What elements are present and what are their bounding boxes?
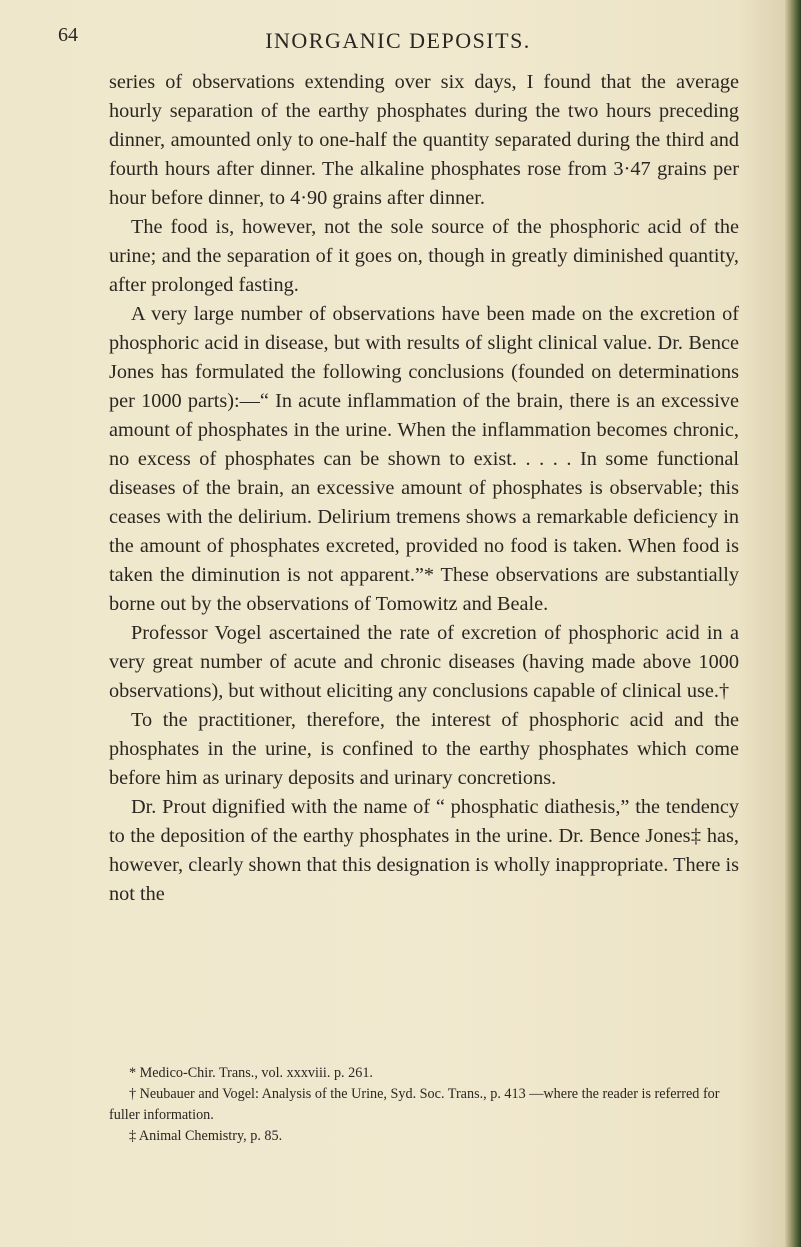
paragraph: Dr. Prout dignified with the name of “ phosphatic diathesis,” the tendency to the deposition of the earthy phosphates in the urine. Dr. Bence Jones‡ has, however, clearly shown that this designation is wholly inappropriate. There is not the <box>109 796 739 905</box>
paragraph: To the practitioner, therefore, the interest of phosphoric acid and the phosphates in the urine, is confined to the earthy phosphates which come before him as urinary deposits and urinary concretions. <box>109 709 739 789</box>
footnote: † Neubauer and Vogel: Analysis of the Urine, Syd. Soc. Trans., p. 413 —where the reader is referred for fuller information. <box>109 1086 720 1123</box>
page-header <box>58 24 738 64</box>
paragraph: A very large number of observations have been made on the excretion of phosphoric acid in disease, but with results of slight clinical value. Dr. Bence Jones has formulated the following conclusions (founded on determinations per 1000 parts):—“ In acute inflammation of the brain, there is an excessive amount of phosphates in the urine. When the inflammation becomes chronic, no excess of phosphates can be shown to exist. . . . . In some functional diseases of the brain, an excessive amount of phosphates is observable; this ceases with the delirium. Delirium tremens shows a remarkable deficiency in the amount of phosphates excreted, provided no food is taken. When food is taken the diminution is not apparent.”* These observations are substantially borne out by the observations of Tomowitz and Beale. <box>109 303 739 615</box>
page-edge-binding <box>785 0 801 1247</box>
running-head: INORGANIC DEPOSITS. <box>265 28 531 53</box>
footnotes <box>109 1063 739 1147</box>
page-number: 64 <box>58 24 78 46</box>
footnote: ‡ Animal Chemistry, p. 85. <box>129 1128 283 1144</box>
paragraph: series of observations extending over six days, I found that the average hourly separation of the earthy phosphates during the two hours preceding dinner, amounted only to one-half the quantity separated during the third and fourth hours after dinner. The alkaline phosphates rose from 3·47 grains per hour before dinner, to 4·90 grains after dinner. <box>109 71 739 209</box>
body-text <box>109 68 739 909</box>
paragraph: The food is, however, not the sole source of the phosphoric acid of the urine; and the separation of it goes on, though in greatly diminished quantity, after prolonged fasting. <box>109 216 739 296</box>
footnote: * Medico-Chir. Trans., vol. xxxviii. p. 261. <box>129 1065 373 1081</box>
paragraph: Professor Vogel ascertained the rate of excretion of phosphoric acid in a very great number of acute and chronic diseases (having made above 1000 observations), but without eliciting any conclusions capable of clinical use.† <box>109 622 739 702</box>
